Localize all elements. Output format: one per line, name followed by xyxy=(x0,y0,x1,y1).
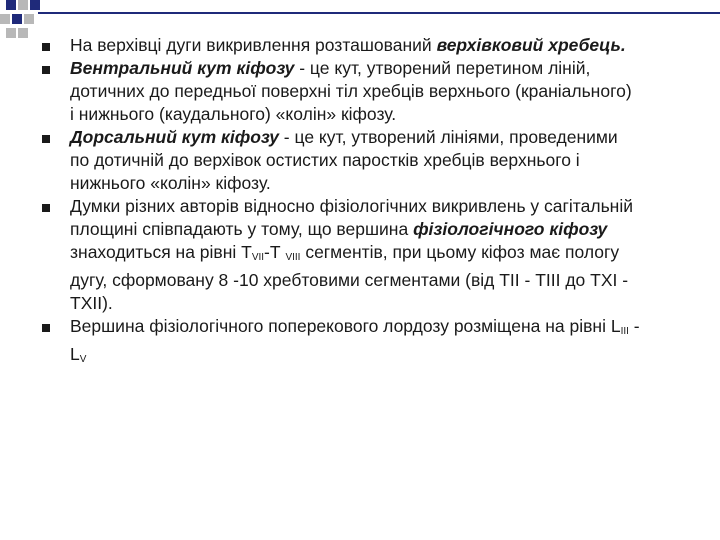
bullet-item xyxy=(40,57,640,126)
bullet-text: знаходиться на рівні Т xyxy=(70,242,252,262)
subscript: VII xyxy=(251,252,265,263)
decor-square xyxy=(6,0,16,10)
bullet-item xyxy=(40,126,640,195)
bullet-item xyxy=(40,195,640,315)
decor-square xyxy=(30,0,40,10)
bullet-item xyxy=(40,315,640,371)
bullet-text: - це кут, утворений перетином ліній, дотичних до передньої поверхні тіл хребців верхнього (краніального) і нижнього (каудального) «колін» кіфозу. xyxy=(70,58,632,124)
subscript: VIII xyxy=(285,252,301,263)
title-rule xyxy=(38,12,720,14)
decor-square xyxy=(0,14,10,24)
subscript: V xyxy=(79,354,87,365)
square-bullet-icon xyxy=(42,324,50,332)
bullet-text: Думки різних авторів відносно фізіологічних викривлень у сагітальній площині співпадають у тому, що вершина xyxy=(70,196,634,239)
decor-square xyxy=(6,28,16,38)
bullet-emphasis: верхівковий хребець. xyxy=(436,35,626,55)
bullet-emphasis: Вентральний кут кіфозу xyxy=(70,58,295,78)
decor-square xyxy=(12,14,22,24)
bullet-text: Вершина фізіологічного поперекового лордозу розміщена на рівні L xyxy=(70,316,621,336)
bullet-list xyxy=(40,34,640,371)
decor-square xyxy=(18,0,28,10)
decor-square xyxy=(24,14,34,24)
square-bullet-icon xyxy=(42,204,50,212)
bullet-item xyxy=(40,34,640,57)
bullet-text: сегментів, при цьому кіфоз має пологу дугу, сформовану 8 -10 хребтовими сегментами (від ТII - ТIII до ТXI - ТXII). xyxy=(70,242,629,313)
slide-body xyxy=(40,34,640,371)
bullet-emphasis: фізіологічного кіфозу xyxy=(413,219,608,239)
square-bullet-icon xyxy=(42,43,50,51)
bullet-text: - L xyxy=(70,316,640,364)
bullet-text: - це кут, утворений лініями, проведеними по дотичній до верхівок остистих паростків хребців верхнього і нижнього «колін» кіфозу. xyxy=(70,127,618,193)
decor-square xyxy=(18,28,28,38)
square-bullet-icon xyxy=(42,135,50,143)
bullet-emphasis: Дорсальний кут кіфозу xyxy=(70,127,279,147)
bullet-text: -Т xyxy=(264,242,286,262)
square-bullet-icon xyxy=(42,66,50,74)
bullet-text: На верхівці дуги викривлення розташований xyxy=(70,35,437,55)
subscript: III xyxy=(620,326,629,337)
